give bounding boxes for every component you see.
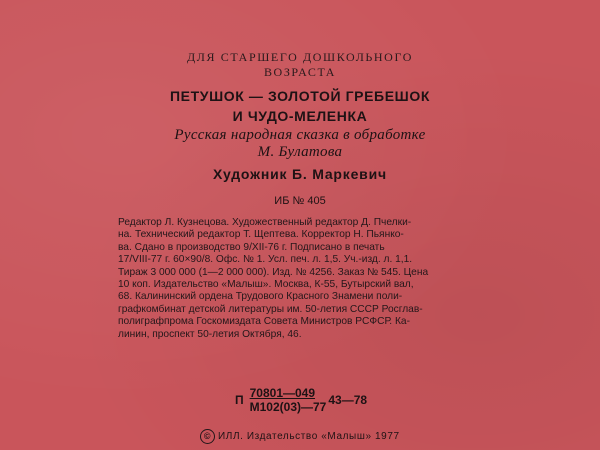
imprint-line: Тираж 3 000 000 (1—2 000 000). Изд. № 4256. Заказ № 545. Цена xyxy=(118,266,429,278)
subtitle-line-1: Русская народная сказка в обработке xyxy=(174,127,426,143)
imprint-line: на. Технический редактор Т. Щептева. Корректор Н. Пьянко- xyxy=(118,229,404,241)
copyright-text: ИЛЛ. Издательство «Малыш» 1977 xyxy=(218,431,400,443)
imprint-text xyxy=(118,217,498,341)
imprint-line: графкомбинат детской литературы им. 50-летия СССР Росглав- xyxy=(118,303,423,315)
audience-line-1: ДЛЯ СТАРШЕГО ДОШКОЛЬНОГО xyxy=(187,50,413,64)
code-suffix: 43—78 xyxy=(328,393,368,407)
code-numerator: 70801—049 xyxy=(249,386,316,400)
audience-line-2: ВОЗРАСТА xyxy=(263,65,337,79)
audience-label xyxy=(0,50,600,80)
copyright-icon: © xyxy=(200,429,215,444)
book-subtitle xyxy=(0,127,600,161)
imprint-line: 17/VIII-77 г. 60×90/8. Офс. № 1. Усл. печ. л. 1,5. Уч.-изд. л. 1,1. xyxy=(118,254,413,266)
imprint-line: 10 коп. Издательство «Малыш». Москва, К-55, Бутырский вал, xyxy=(118,279,414,291)
catalog-code xyxy=(235,386,367,414)
title-line-1: ПЕТУШОК — ЗОЛОТОЙ ГРЕБЕШОК xyxy=(170,88,430,104)
book-title xyxy=(0,86,600,126)
imprint-line: линин, проспект 50-летия Октября, 46. xyxy=(118,328,302,340)
imprint-line: Редактор Л. Кузнецова. Художественный редактор Д. Пчелки- xyxy=(118,217,412,228)
imprint-line: 68. Калининский ордена Трудового Красного Знамени поли- xyxy=(118,291,403,303)
imprint-line: ва. Сдано в производство 9/XII-76 г. Подписано в печать xyxy=(118,241,385,253)
imprint-line: полиграфпрома Госкомиздата Совета Министров РСФСР. Ка- xyxy=(118,316,410,328)
code-denominator: М102(03)—77 xyxy=(249,400,327,414)
ib-number: ИБ № 405 xyxy=(274,195,326,207)
copyright-line xyxy=(200,429,400,444)
title-line-2: И ЧУДО-МЕЛЕНКА xyxy=(232,108,368,124)
artist-credit: Художник Б. Маркевич xyxy=(213,166,387,182)
code-fraction xyxy=(250,386,327,414)
subtitle-line-2: М. Булатова xyxy=(257,144,343,160)
code-prefix: П xyxy=(235,393,244,407)
